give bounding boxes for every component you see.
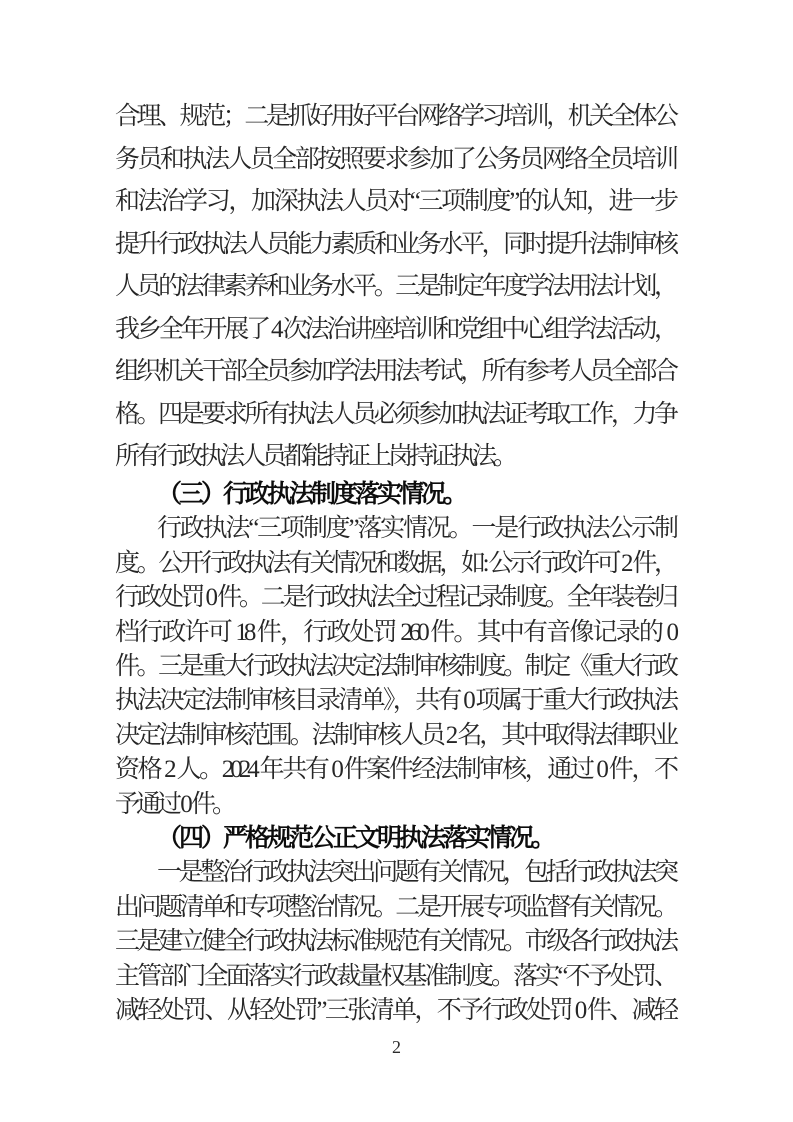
sections-body <box>115 478 675 1029</box>
text-line: 行政执法“三项制度”落实情况。一是行政执法公示制 <box>157 515 675 543</box>
text-line: 决定法制审核范围。法制审核人员 2 名，其中取得法律职业 <box>115 721 675 749</box>
text-line: 所有行政执法人员都能持证上岗持证执法。 <box>115 443 515 470</box>
text-line: 务员和执法人员全部按照要求参加了公务员网络全员培训 <box>115 145 675 173</box>
text-line: 予通过 0 件。 <box>115 790 234 818</box>
text-line: 资格 2 人。2024 年共有 0 件案件经法制审核，通过 0 件，不 <box>115 756 675 784</box>
text-line: 合理、规范；二是抓好用好平台网络学习培训，机关全体公 <box>115 103 675 130</box>
text-line: 组织机关干部全员参加学法用法考试，所有参考人员全部合 <box>115 358 675 385</box>
section-four-heading: （四）严格规范公正文明执法落实情况。 <box>157 825 554 853</box>
text-line: 件。三是重大行政执法决定法制审核制度。制定《重大行政 <box>115 653 675 681</box>
text-line: 主管部门全面落实行政裁量权基准制度。落实“不予处罚、 <box>115 962 675 990</box>
text-line: 一是整治行政执法突出问题有关情况，包括行政执法突 <box>157 859 675 887</box>
text-line: 执法决定法制审核目录清单》，共有 0 项属于重大行政执法 <box>115 687 675 715</box>
page-number: 2 <box>392 1037 401 1057</box>
text-line: 我乡全年开展了 4 次法治讲座培训和党组中心组学法活动， <box>115 315 675 343</box>
paragraph-continuation <box>115 96 675 479</box>
text-line: 人员的法律素养和业务水平。三是制定年度学法用法计划， <box>115 273 675 300</box>
text-line: 提升行政执法人员能力素质和业务水平，同时提升法制审核 <box>115 230 675 258</box>
text-line: 出问题清单和专项整治情况。二是开展专项监督有关情况。 <box>115 893 675 921</box>
text-line: 和法治学习，加深执法人员对“三项制度”的认知，进一步 <box>115 188 675 215</box>
section-three-heading: （三）行政执法制度落实情况。 <box>157 481 466 508</box>
text-line: 行政处罚 0 件。二是行政执法全过程记录制度。全年装卷归 <box>115 584 675 612</box>
text-line: 减轻处罚、从轻处罚”三张清单，不予行政处罚 0 件、减轻 <box>115 997 675 1025</box>
text-line: 三是建立健全行政执法标准规范有关情况。市级各行政执法 <box>115 928 675 956</box>
text-line: 格。四是要求所有执法人员必须参加执法证考取工作，力争 <box>115 400 675 428</box>
text-line: 度。公开行政执法有关情况和数据，如: 公示行政许可 2 件， <box>115 549 675 577</box>
text-line: 档行政许可 18 件，行政处罚 260 件。其中有音像记录的 0 <box>115 618 675 646</box>
